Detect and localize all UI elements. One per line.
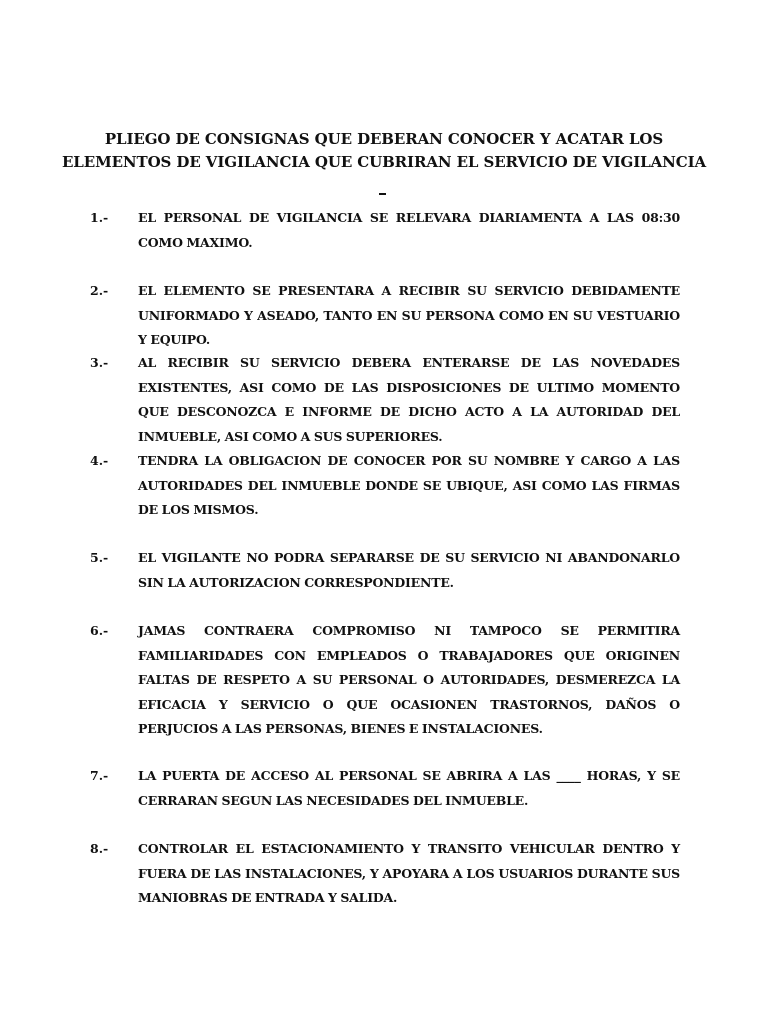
item-text: CONTROLAR EL ESTACIONAMIENTO Y TRANSITO VEHICULAR DENTRO Y FUERA DE LAS INSTALACIONES, Y APOYARA A LOS USUARIOS DURANTE SUS MANIOBRAS DE ENTRADA Y SALIDA. bbox=[138, 841, 680, 905]
title-line-2: ELEMENTOS DE VIGILANCIA QUE CUBRIRAN EL SERVICIO DE VIGILANCIA bbox=[61, 153, 707, 171]
item-text: EL ELEMENTO SE PRESENTARA A RECIBIR SU SERVICIO DEBIDAMENTE UNIFORMADO Y ASEADO, TANTO EN SU PERSONA COMO EN SU VESTUARIO Y EQUIPO. bbox=[138, 283, 680, 347]
item-number: 5.- bbox=[90, 550, 109, 565]
item-number: 3.- bbox=[90, 355, 109, 370]
item-text: TENDRA LA OBLIGACION DE CONOCER POR SU NOMBRE Y CARGO A LAS AUTORIDADES DEL INMUEBLE DONDE SE UBIQUE, ASI COMO LAS FIRMAS DE LOS MISMOS. bbox=[138, 453, 680, 517]
title-line-1: PLIEGO DE CONSIGNAS QUE DEBERAN CONOCER Y ACATAR LOS bbox=[104, 130, 664, 148]
document-title bbox=[60, 128, 708, 174]
item-number: 6.- bbox=[90, 623, 109, 638]
item-number: 7.- bbox=[90, 768, 109, 783]
item-number: 2.- bbox=[90, 283, 109, 298]
item-text: JAMAS CONTRAERA COMPROMISO NI TAMPOCO SE PERMITIRA FAMILIARIDADES CON EMPLEADOS O TRABAJADORES QUE ORIGINEN FALTAS DE RESPETO A SU PERSONAL O AUTORIDADES, DESMEREZCA LA EFICACIA Y SERVICIO O QUE OCASIONEN TRASTORNOS, DAÑOS O PERJUCIOS A LAS PERSONAS, BIENES E INSTALACIONES. bbox=[138, 623, 680, 736]
item-text: EL PERSONAL DE VIGILANCIA SE RELEVARA DIARIAMENTA A LAS 08:30 COMO MAXIMO. bbox=[138, 210, 680, 250]
item-text: LA PUERTA DE ACCESO AL PERSONAL SE ABRIRA A LAS ____ HORAS, Y SE CERRARAN SEGUN LAS NECESIDADES DEL INMUEBLE. bbox=[138, 768, 680, 808]
item-number: 4.- bbox=[90, 453, 109, 468]
item-number: 1.- bbox=[90, 210, 109, 225]
item-text: EL VIGILANTE NO PODRA SEPARARSE DE SU SERVICIO NI ABANDONARLO SIN LA AUTORIZACION CORRESPONDIENTE. bbox=[138, 550, 680, 590]
stray-underscore-mark bbox=[379, 193, 386, 195]
item-number: 8.- bbox=[90, 841, 109, 856]
item-text: AL RECIBIR SU SERVICIO DEBERA ENTERARSE DE LAS NOVEDADES EXISTENTES, ASI COMO DE LAS DISPOSICIONES DE ULTIMO MOMENTO QUE DESCONOZCA E INFORME DE DICHO ACTO A LA AUTORIDAD DEL INMUEBLE, ASI COMO A SUS SUPERIORES. bbox=[138, 355, 680, 444]
